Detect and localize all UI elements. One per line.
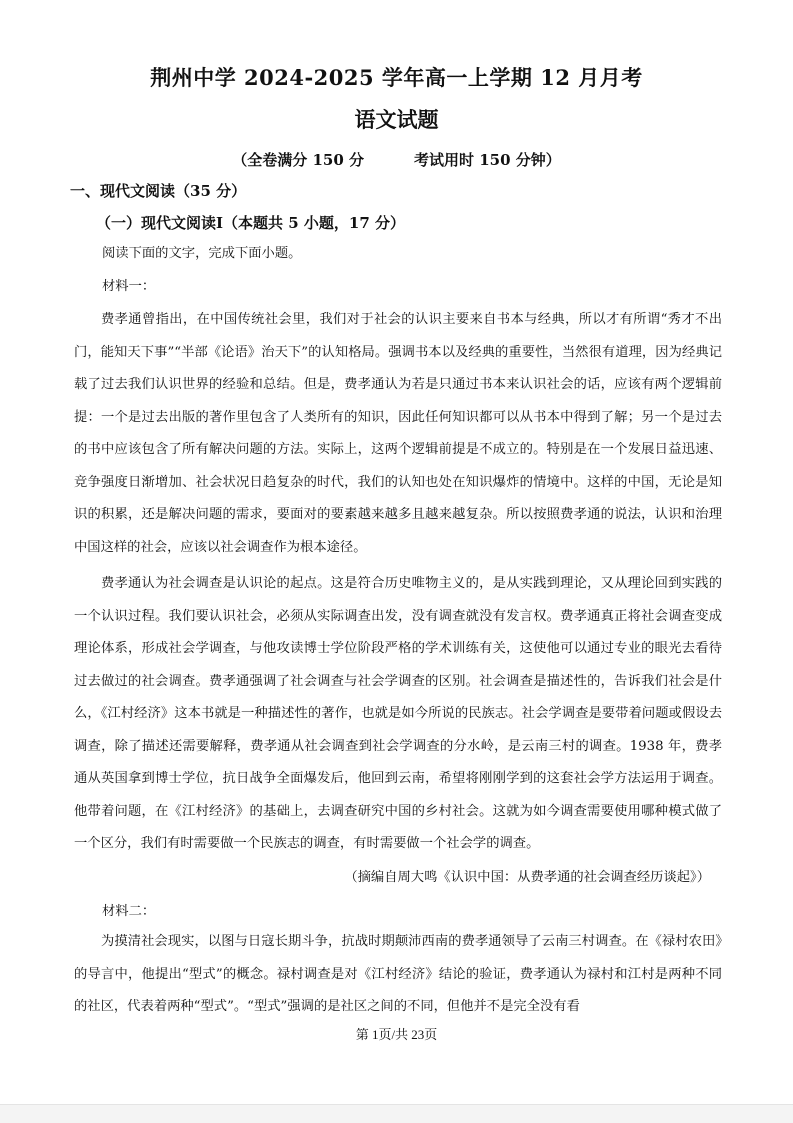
material1-source: （摘编自周大鸣《认识中国：从费孝通的社会调查经历谈起》）: [344, 870, 710, 885]
material1-paragraph-1: 费孝通曾指出，在中国传统社会里，我们对于社会的认识主要来自书本与经典，所以才有所谓“秀才不出门，能知天下事”“半部《论语》治天下”的认知格局。强调书本以及经典的重要性，当然很有道理，因为经典记载了过去我们认识世界的经验和总结。但是，费孝通认为若是只通过书本来认识社会的话，应该有两个逻辑前提：一个是过去出版的著作里包含了人类所有的知识，因此任何知识都可以从书本中得到了解；另一个是过去的书中应该包含了所有解决问题的方法。实际上，这两个逻辑前提是不成立的。特别是在一个发展日益迅速、竞争强度日渐增加、社会状况日趋复杂的时代，我们的认知也处在知识爆炸的情境中。这样的中国，无论是知识的积累，还是解决问题的需求，要面对的要素越来越多且越来越复杂。所以按照费孝通的说法，认识和治理中国这样的社会，应该以社会调查作为根本途径。: [74, 312, 722, 555]
material1-label: 材料一：: [102, 279, 156, 294]
full-score-text: （全卷满分 150 分: [232, 151, 364, 169]
viewer-bottom-bar: [0, 1104, 793, 1123]
material1-body: [74, 304, 722, 861]
exam-info: [0, 149, 793, 170]
material1-paragraph-2: 费孝通认为社会调查是认识论的起点。这是符合历史唯物主义的，是从实践到理论，又从理论回到实践的一个认识过程。我们要认识社会，必须从实际调查出发，没有调查就没有发言权。费孝通真正将社会调查变成理论体系，形成社会学调查，与他攻读博士学位阶段严格的学术训练有关，这使他可以通过专业的眼光去看待过去做过的社会调查。费孝通强调了社会调查与社会学调查的区别。社会调查是描述性的，告诉我们社会是什么，《江村经济》这本书就是一种描述性的著作，也就是如今所说的民族志。社会学调查是要带着问题或假设去调查，除了描述还需要解释，费孝通从社会调查到社会学调查的分水岭，是云南三村的调查。1938 年，费孝通从英国拿到博士学位，抗日战争全面爆发后，他回到云南，希望将刚刚学到的这套社会学方法运用于调查。他带着问题，在《江村经济》的基础上，去调查研究中国的乡村社会。这就为如今调查需要使用哪种模式做了一个区分，我们有时需要做一个民族志的调查，有时需要做一个社会学的调查。: [74, 576, 722, 851]
exam-subtitle: 语文试题: [354, 107, 439, 132]
section-heading: 一、现代文阅读（35 分）: [70, 182, 247, 200]
material2-body: [74, 926, 722, 1024]
material2-label: 材料二：: [102, 904, 156, 919]
material2-paragraph-1: 为摸清社会现实，以图与日寇长期斗争，抗战时期颠沛西南的费孝通领导了云南三村调查。在《禄村农田》的导言中，他提出“型式”的概念。禄村调查是对《江村经济》结论的验证，费孝通认为禄村和江村是两种不同的社区，代表着两种“型式”。“型式”强调的是社区之间的不同，但他并不是完全没有看: [74, 934, 722, 1014]
reading-instruction: 阅读下面的文字，完成下面小题。: [102, 246, 302, 261]
exam-time-text: 考试用时 150 分钟）: [414, 151, 561, 169]
sub-section-heading: （一）现代文阅读Ⅰ（本题共 5 小题，17 分）: [96, 214, 405, 232]
page-number: 第 1页/共 23页: [355, 1027, 438, 1042]
exam-title: 荆州中学 2024-2025 学年高一上学期 12 月月考: [150, 65, 643, 90]
